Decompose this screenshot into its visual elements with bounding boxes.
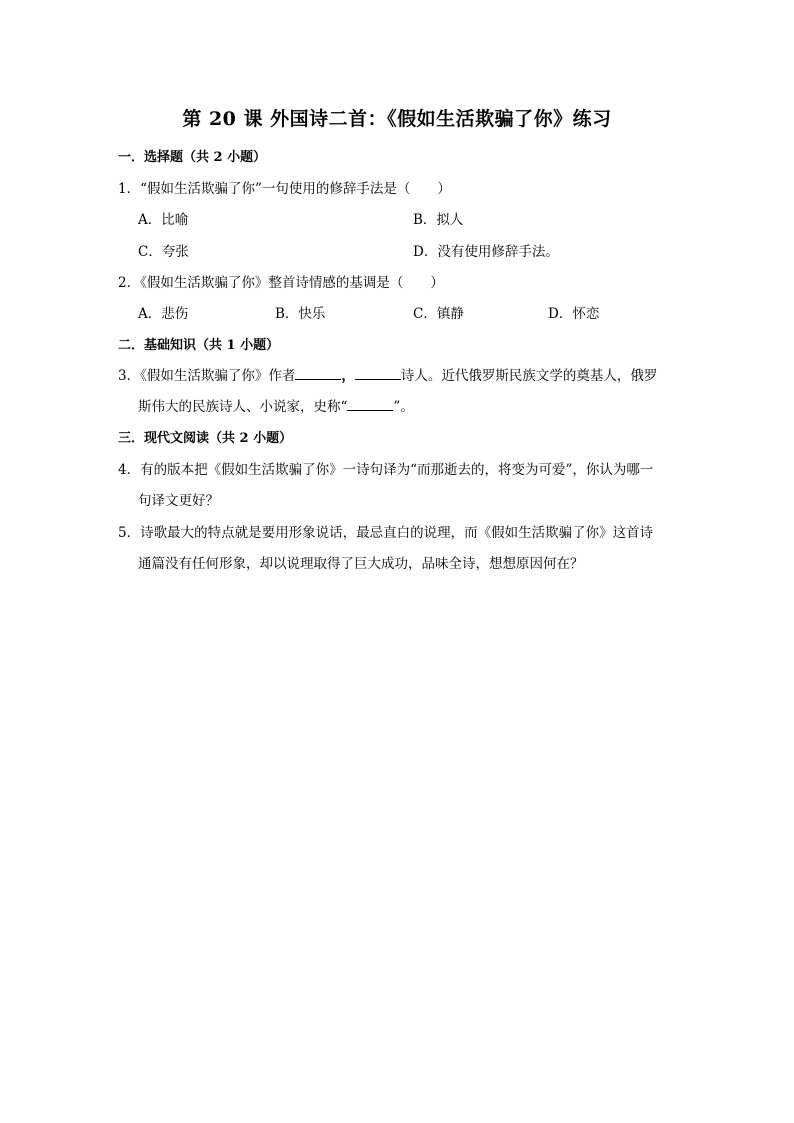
q3-text-part-5: ”。	[393, 399, 414, 415]
q2-option-c: C．镇静	[413, 306, 464, 322]
q1-option-c: C．夸张	[138, 244, 189, 260]
q2-option-b: B．快乐	[275, 306, 326, 322]
q1-option-a: A．比喻	[138, 212, 189, 228]
q3-blank-nationality[interactable]	[355, 365, 401, 380]
question-5-line-2: 通篇没有任何形象，却以说理取得了巨大成功，品味全诗，想想原因何在？	[138, 556, 584, 572]
q2-option-a: A．悲伤	[138, 306, 189, 322]
section-heading-reading: 三．现代文阅读（共 2 小题）	[118, 431, 293, 446]
question-2: 2．《假如生活欺骗了你》整首诗情感的基调是（ ）	[118, 275, 444, 291]
q2-option-d: D．怀恋	[548, 306, 600, 322]
question-3-line-2	[138, 395, 414, 415]
question-1: 1．“假如生活欺骗了你”一句使用的修辞手法是（ ）	[118, 181, 451, 197]
q1-option-d: D．没有使用修辞手法。	[413, 244, 559, 260]
q3-blank-title[interactable]	[347, 396, 393, 411]
section-heading-basics: 二．基础知识（共 1 小题）	[118, 338, 280, 353]
q1-option-b: B．拟人	[413, 212, 464, 228]
q3-text-part-1: 3．《假如生活欺骗了你》作者	[118, 368, 296, 384]
question-4-line-1: 4．有的版本把《假如生活欺骗了你》一诗句译为“而那逝去的，将变为可爱”，你认为哪一	[118, 462, 654, 478]
question-3-line-1	[118, 364, 657, 384]
q3-text-part-2: ，	[341, 368, 355, 384]
page-title: 第 20 课 外国诗二首：《假如生活欺骗了你》练习	[182, 108, 612, 130]
q3-blank-author[interactable]	[295, 365, 341, 380]
question-4-line-2: 句译文更好？	[138, 493, 219, 509]
question-5-line-1: 5．诗歌最大的特点就是要用形象说话，最忌直白的说理，而《假如生活欺骗了你》这首诗	[118, 525, 654, 541]
q3-text-part-4: 斯伟大的民族诗人、小说家，史称“	[138, 399, 348, 415]
section-heading-choice: 一．选择题（共 2 小题）	[118, 150, 267, 165]
q3-text-part-3: 诗人。近代俄罗斯民族文学的奠基人，俄罗	[400, 368, 658, 384]
